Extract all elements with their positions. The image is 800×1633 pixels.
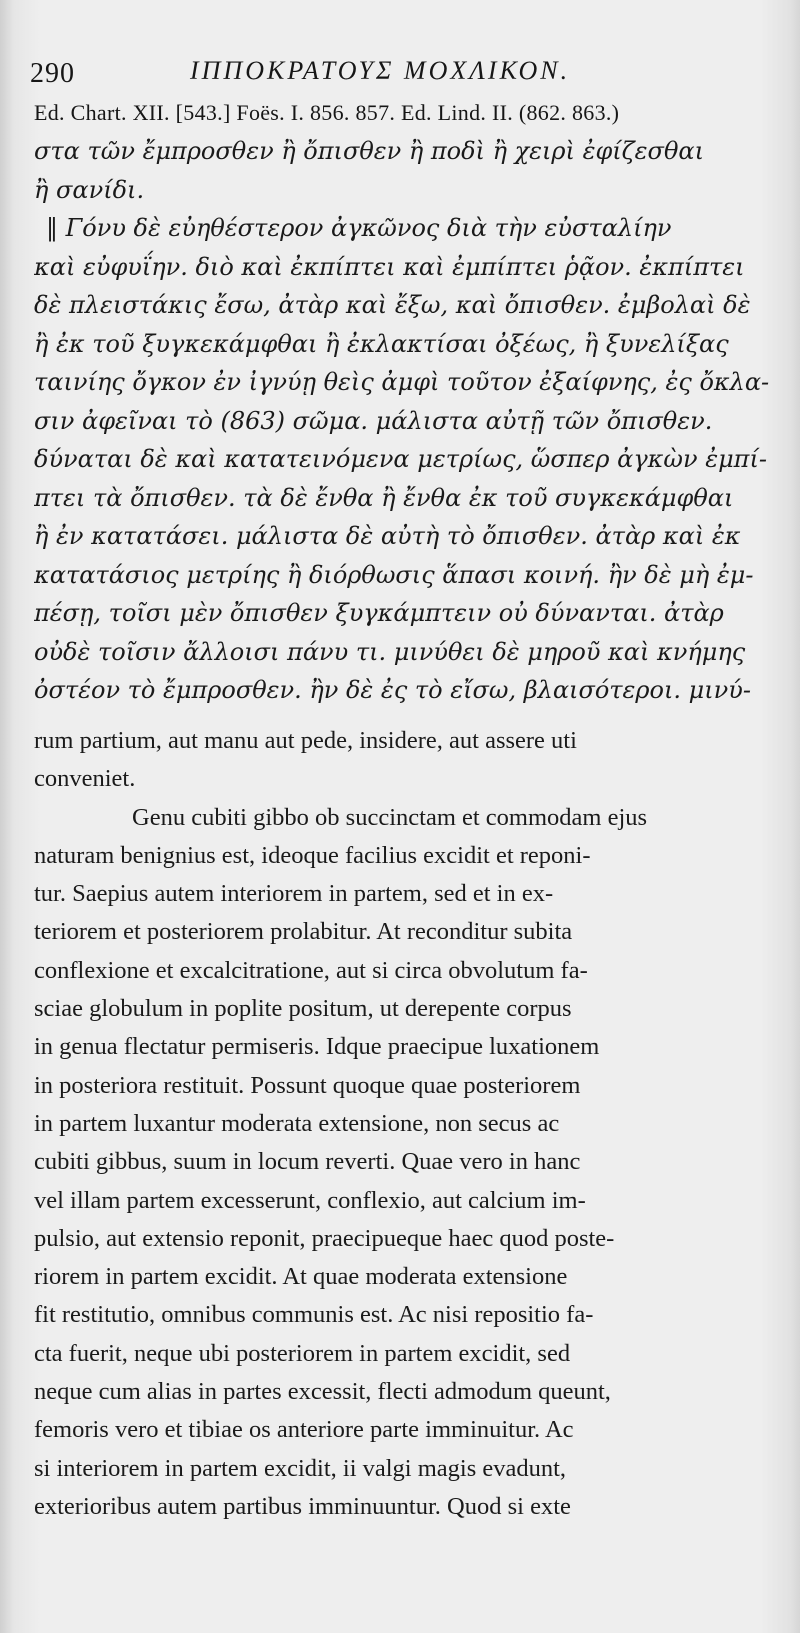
greek-line: ταινίης ὄγκον ἐν ἰγνύῃ θεὶς ἀμφὶ τοῦτον ἐξαίφνης, ἐς ὄκλα- (34, 368, 770, 396)
greek-line: ἢ σανίδι. (34, 175, 145, 204)
greek-line: πτει τὰ ὄπισθεν. τὰ δὲ ἔνθα ἢ ἔνθα ἐκ τοῦ συγκεκάμφθαι (34, 483, 734, 512)
latin-translation-block (34, 722, 774, 1526)
latin-line: neque cum alias in partes excessit, flecti admodum queunt, (34, 1378, 611, 1406)
latin-line: in posteriora restituit. Possunt quoque quae posteriorem (34, 1071, 581, 1099)
latin-line: conveniet. (34, 765, 136, 793)
latin-line: pulsio, aut extensio reponit, praecipueque haec quod poste- (34, 1224, 615, 1252)
latin-line: femoris vero et tibiae os anteriore parte imminuitur. Ac (34, 1416, 574, 1444)
latin-line: naturam benignius est, ideoque facilius excidit et reponi- (34, 841, 591, 869)
page-header (30, 52, 770, 92)
greek-line: οὐδὲ τοῖσιν ἄλλοισι πάνυ τι. μινύθει δὲ μηροῦ καὶ κνήμης (34, 637, 746, 666)
greek-line: ‖ Γόνυ δὲ εὐηθέστερον ἀγκῶνος διὰ τὴν εὐσταλίην (46, 214, 672, 242)
latin-line: in genua flectatur permiseris. Idque praecipue luxationem (34, 1033, 600, 1061)
greek-line: δὲ πλειστάκις ἔσω, ἀτὰρ καὶ ἔξω, καὶ ὄπισθεν. ἐμβολαὶ δὲ (34, 291, 751, 319)
latin-line: si interiorem in partem excidit, ii valgi magis evadunt, (34, 1454, 567, 1482)
latin-line: vel illam partem excesserunt, conflexio, aut calcium im- (34, 1186, 586, 1214)
greek-line: δύναται δὲ καὶ κατατεινόμενα μετρίως, ὥσπερ ἀγκὼν ἐμπί- (34, 445, 767, 473)
latin-line: tur. Saepius autem interiorem in partem, sed et in ex- (34, 880, 554, 908)
latin-line: cubiti gibbus, suum in locum reverti. Quae vero in hanc (34, 1148, 581, 1176)
latin-line: in partem luxantur moderata extensione, non secus ac (34, 1109, 560, 1137)
greek-line: σιν ἀφεῖναι τὸ (863) σῶμα. μάλιστα αὐτῇ τῶν ὄπισθεν. (34, 406, 713, 435)
greek-line: ἢ ἐκ τοῦ ξυγκεκάμφθαι ἢ ἐκλακτίσαι ὀξέως, ἢ ξυνελίξας (34, 329, 729, 358)
latin-line: cta fuerit, neque ubi posteriorem in partem excidit, sed (34, 1339, 571, 1367)
latin-line: sciae globulum in poplite positum, ut derepente corpus (34, 995, 572, 1023)
running-head: ΙΠΠΟΚΡΑΤΟΥΣ ΜΟΧΛΙΚΟΝ. (190, 56, 571, 85)
latin-line: fit restitutio, omnibus communis est. Ac nisi repositio fa- (34, 1301, 594, 1329)
greek-line: καὶ εὐφυΐην. διὸ καὶ ἐκπίπτει καὶ ἐμπίπτει ῥᾷον. ἐκπίπτει (34, 252, 745, 281)
edition-reference-line: Ed. Chart. XII. [543.] Foës. I. 856. 857. Ed. Lind. II. (862. 863.) (34, 100, 620, 125)
latin-line: teriorem et posteriorem prolabitur. At reconditur subita (34, 918, 573, 946)
latin-line: riorem in partem excidit. At quae moderata extensione (34, 1263, 568, 1291)
greek-line: κατατάσιος μετρίης ἢ διόρθωσις ἅπασι κοινή. ἢν δὲ μὴ ἐμ- (34, 560, 754, 589)
page-number: 290 (30, 58, 75, 89)
greek-line: ἢ ἐν κατατάσει. μάλιστα δὲ αὐτὴ τὸ ὄπισθεν. ἀτὰρ καὶ ἐκ (34, 522, 741, 550)
greek-text-block (34, 132, 774, 710)
greek-line: στα τῶν ἔμπροσθεν ἢ ὄπισθεν ἢ ποδὶ ἢ χειρὶ ἐφίζεσθαι (34, 137, 705, 165)
greek-line: πέσῃ, τοῖσι μὲν ὄπισθεν ξυγκάμπτειν οὐ δύνανται. ἀτὰρ (34, 599, 724, 627)
latin-line: conflexione et excalcitratione, aut si circa obvolutum fa- (34, 956, 588, 984)
latin-line: Genu cubiti gibbo ob succinctam et commodam ejus (132, 803, 648, 831)
latin-line: exterioribus autem partibus imminuuntur. Quod si exte (34, 1492, 571, 1520)
latin-line: rum partium, aut manu aut pede, insidere, aut assere uti (34, 727, 577, 754)
greek-line: ὀστέον τὸ ἔμπροσθεν. ἢν δὲ ἐς τὸ εἴσω, βλαισότεροι. μινύ- (34, 676, 751, 704)
